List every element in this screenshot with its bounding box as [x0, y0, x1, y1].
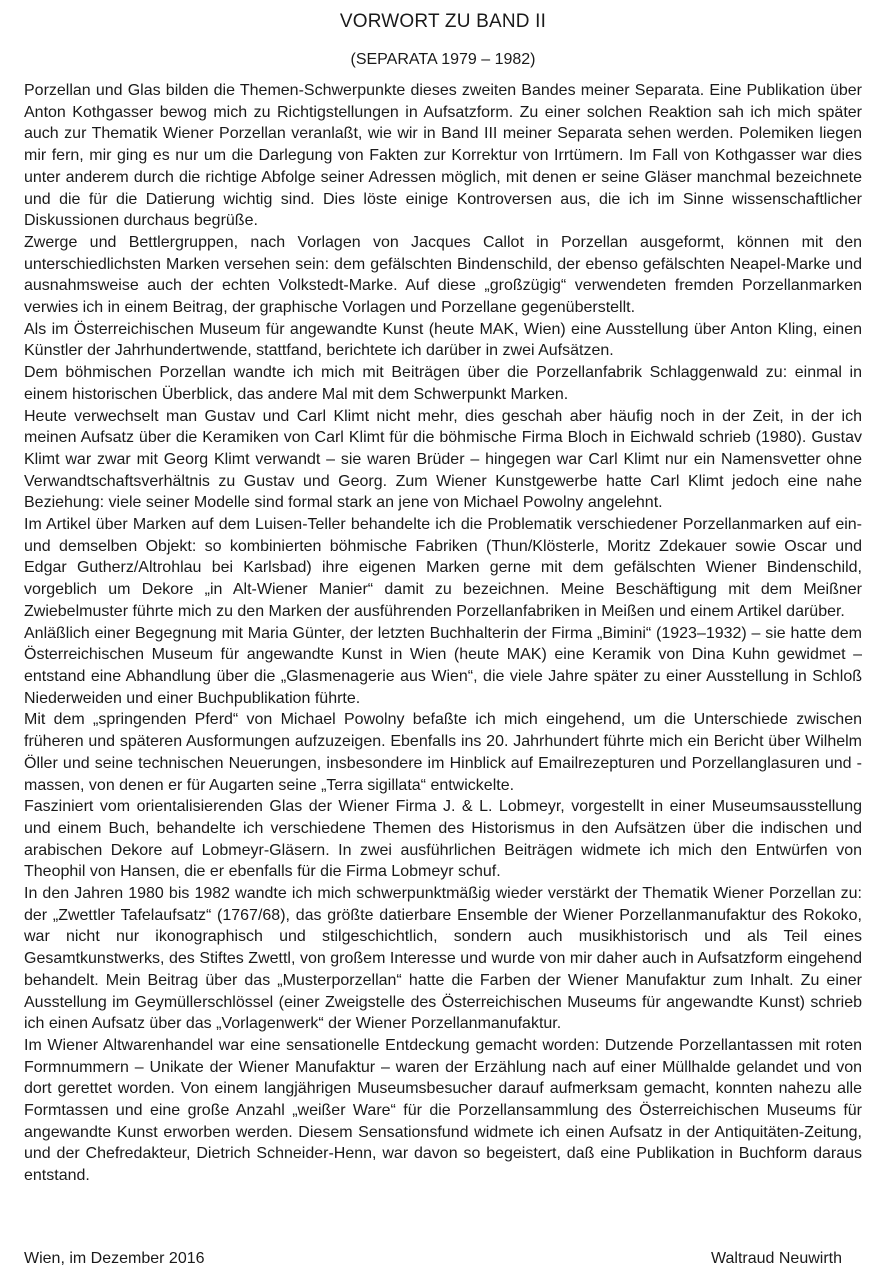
author-signature: Waltraud Neuwirth [710, 1250, 842, 1267]
document-subtitle: (SEPARATA 1979 – 1982) [350, 51, 536, 68]
paragraph: Fasziniert vom orientalisierenden Glas der Wiener Firma J. & L. Lobmeyr, vorgestellt in einer Museumsausstellung und einem Buch, behandelte ich verschiedene Themen des Historismus in den Aufsätzen über die indischen und arabischen Dekore auf Lobmeyr-Gläsern. In zwei ausführlichen Beiträgen widmete ich mich den Entwürfen von Theophil von Hansen, die er ebenfalls für die Firma Lobmeyr schuf. [24, 798, 862, 881]
paragraph: Im Wiener Altwarenhandel war eine sensationelle Entdeckung gemacht worden: Dutzende Porzellantassen mit roten Formnummern – Unikate der Wiener Manufaktur – waren der Erzählung nach auf einer Müllhalde gelandet und von dort gerettet worden. Von einem langjährigen Museumsbesucher darauf aufmerksam gemacht, konnten nahezu alle Formtassen und eine große Anzahl „weißer Ware“ für die Porzellansammlung des Österreichischen Museums für angewandte Kunst erworben werden. Diesem Sensationsfund widmete ich einen Aufsatz in der Antiquitäten-Zeitung, und der Chefredakteur, Dietrich Schneider-Henn, war davon so begeistert, daß eine Publikation in Buchform daraus entstand. [24, 1036, 862, 1185]
paragraph: Als im Österreichischen Museum für angewandte Kunst (heute MAK, Wien) eine Ausstellung über Anton Kling, einen Künstler der Jahrhundertwende, stattfand, berichtete ich darüber in zwei Aufsätzen. [24, 320, 862, 360]
paragraph: Mit dem „springenden Pferd“ von Michael Powolny befaßte ich mich eingehend, um die Unterschiede zwischen früheren und späteren Ausformungen aufzuzeigen. Ebenfalls ins 20. Jahrhundert führte mich ein Bericht über Wilhelm Öller und seine technischen Neuerungen, insbesondere im Hinblick auf Emailrezepturen und Porzellanglasuren und -massen, von denen er für Augarten seine „Terra sigillata“ entwickelte. [24, 711, 862, 794]
paragraph: Dem böhmischen Porzellan wandte ich mich mit Beiträgen über die Porzellanfabrik Schlaggenwald zu: einmal in einem historischen Überblick, das andere Mal mit dem Schwerpunkt Marken. [24, 364, 862, 403]
paragraph: Heute verwechselt man Gustav und Carl Klimt nicht mehr, dies geschah aber häufig noch in der Zeit, in der ich meinen Aufsatz über die Keramiken von Carl Klimt für die böhmische Firma Bloch in Eichwald schrieb (1980). Gustav Klimt war zwar mit Georg Klimt verwandt – sie waren Brüder – hingegen war Carl Klimt nur ein Namensvetter ohne Verwandtschaftsverhältnis zu Gustav und Georg. Zum Wiener Kunstgewerbe hatte Carl Klimt jedoch eine nahe Beziehung: viele seiner Modelle sind formal stark an jene von Michael Powolny angelehnt. [24, 407, 862, 512]
document-body [24, 80, 862, 1187]
paragraph: Zwerge und Bettlergruppen, nach Vorlagen von Jacques Callot in Porzellan ausgeformt, können mit den unterschiedlichsten Marken versehen sein: dem gefälschten Bindenschild, der ebenso gefälschten Neapel-Marke und ausnahmsweise auch der echten Volkstedt-Marke. Auf diese „großzügig“ verwendeten fremden Porzellanmarken verwies ich in einem Beitrag, der graphische Vorlagen und Porzellane gegenüberstellt. [24, 233, 862, 317]
paragraph: Porzellan und Glas bilden die Themen-Schwerpunkte dieses zweiten Bandes meiner Separata. Eine Publikation über Anton Kothgasser bewog mich zu Richtigstellungen in Aufsatzform. Zu einer solchen Reaktion sah ich mich später auch zur Thematik Wiener Porzellan veranlaßt, wie wir in Band III meiner Separata sehen werden. Polemiken liegen mir fern, mir ging es nur um die Darlegung von Fakten zur Korrektur von Irrtümern. Im Fall von Kothgasser war dies unter anderem durch die richtige Abfolge seiner Adressen möglich, mit denen er seine Gläser manchmal bezeichnete und die für die Datierung wichtig sind. Dies löste einige Kontroversen aus, die ich im Sinne wissenschaftlicher Diskussionen durchaus begrüße. [24, 82, 862, 230]
paragraph: Anläßlich einer Begegnung mit Maria Günter, der letzten Buchhalterin der Firma „Bimini“ (1923–1932) – sie hatte dem Österreichischen Museum für angewandte Kunst in Wien (heute MAK) eine Keramik von Dina Kuhn gewidmet – entstand eine Abhandlung über die „Glasmenagerie aus Wien“, die viele Jahre später zu einer Ausstellung in Schloß Niederweiden und einer Buchpublikation führte. [24, 624, 862, 707]
paragraph: In den Jahren 1980 bis 1982 wandte ich mich schwerpunktmäßig wieder verstärkt der Thematik Wiener Porzellan zu: der „Zwettler Tafelaufsatz“ (1767/68), das größte datierbare Ensemble der Wiener Porzellanmanufaktur des Rokoko, war nicht nur ikonographisch und stilgeschichtlich, sondern auch musikhistorisch und als Teil eines Gesamtkunstwerks, des Stiftes Zwettl, von großem Interesse und wurde von mir daher auch in Aufsatzform eingehend behandelt. Mein Beitrag über das „Musterporzellan“ hatte die Farben der Wiener Manufaktur zum Inhalt. Zu einer Ausstellung im Geymüllerschlössel (einer Zweigstelle des Österreichischen Museums für angewandte Kunst) schrieb ich einen Aufsatz über das „Vorlagenwerk“ der Wiener Porzellanmanufaktur. [24, 885, 862, 1033]
paragraph: Im Artikel über Marken auf dem Luisen-Teller behandelte ich die Problematik verschiedener Porzellanmarken auf ein- und demselben Objekt: so kombinierten böhmische Fabriken (Thun/Klösterle, Moritz Zdekauer sowie Oscar und Edgar Gutherz/Altrohlau bei Karlsbad) ihre eigenen Marken gerne mit dem gefälschten Wiener Bindenschild, vorgeblich um Dekore „in Alt-Wiener Manier“ damit zu bezeichnen. Meine Beschäftigung mit dem Meißner Zwiebelmuster führte mich zu den Marken der ausführenden Porzellanfabriken in Meißen und einem Artikel darüber. [24, 516, 862, 620]
document-page [24, 0, 862, 1279]
document-title: VORWORT ZU BAND II [339, 11, 547, 32]
place-date: Wien, im Dezember 2016 [24, 1250, 205, 1267]
